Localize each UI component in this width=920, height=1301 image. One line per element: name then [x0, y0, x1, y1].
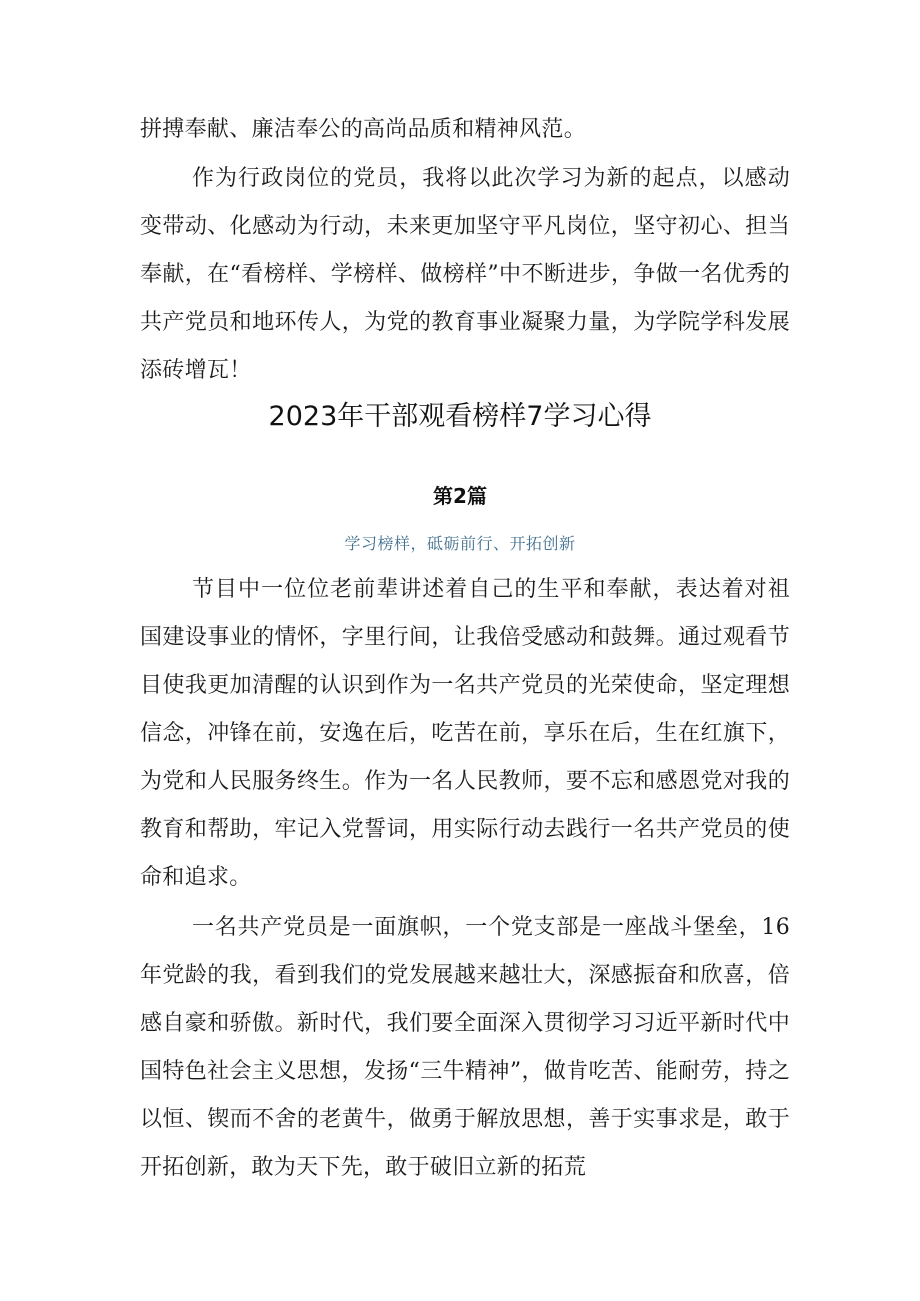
paragraph-continuation: 拼搏奉献、廉洁奉公的高尚品质和精神风范。	[140, 117, 587, 142]
article-subtitle: 学习榜样，砥砺前行、开拓创新	[344, 534, 576, 553]
article-title: 2023年干部观看榜样7学习心得	[268, 401, 652, 432]
paragraph-resolution: 作为行政岗位的党员，我将以此次学习为新的起点，以感动变带动、化感动为行动，未来更加坚守平凡岗位，坚守初心、担当奉献，在“看榜样、学榜样、做榜样”中不断进步，争做一名优秀的共产党员和地环传人，为党的教育事业凝聚力量，为学院学科发展添砖增瓦！	[140, 166, 790, 383]
paragraph-party-member: 一名共产党员是一面旗帜，一个党支部是一座战斗堡垒，16年党龄的我，看到我们的党发展越来越壮大，深感振奋和欣喜，倍感自豪和骄傲。新时代，我们要全面深入贯彻学习习近平新时代中国特色社会主义思想，发扬“三牛精神”，做肯吃苦、能耐劳，持之以恒、锲而不舍的老黄牛，做勇于解放思想，善于实事求是，敢于开拓创新，敢为天下先，敢于破旧立新的拓荒	[140, 915, 790, 1180]
paragraph-program-reflection: 节目中一位位老前辈讲述着自己的生平和奉献，表达着对祖国建设事业的情怀，字里行间，让我倍受感动和鼓舞。通过观看节目使我更加清醒的认识到作为一名共产党员的光荣使命，坚定理想信念，冲锋在前，安逸在后，吃苦在前，享乐在后，生在红旗下，为党和人民服务终生。作为一名人民教师，要不忘和感恩党对我的教育和帮助，牢记入党誓词，用实际行动去践行一名共产党员的使命和追求。	[140, 577, 790, 890]
part-label: 第2篇	[433, 484, 487, 508]
